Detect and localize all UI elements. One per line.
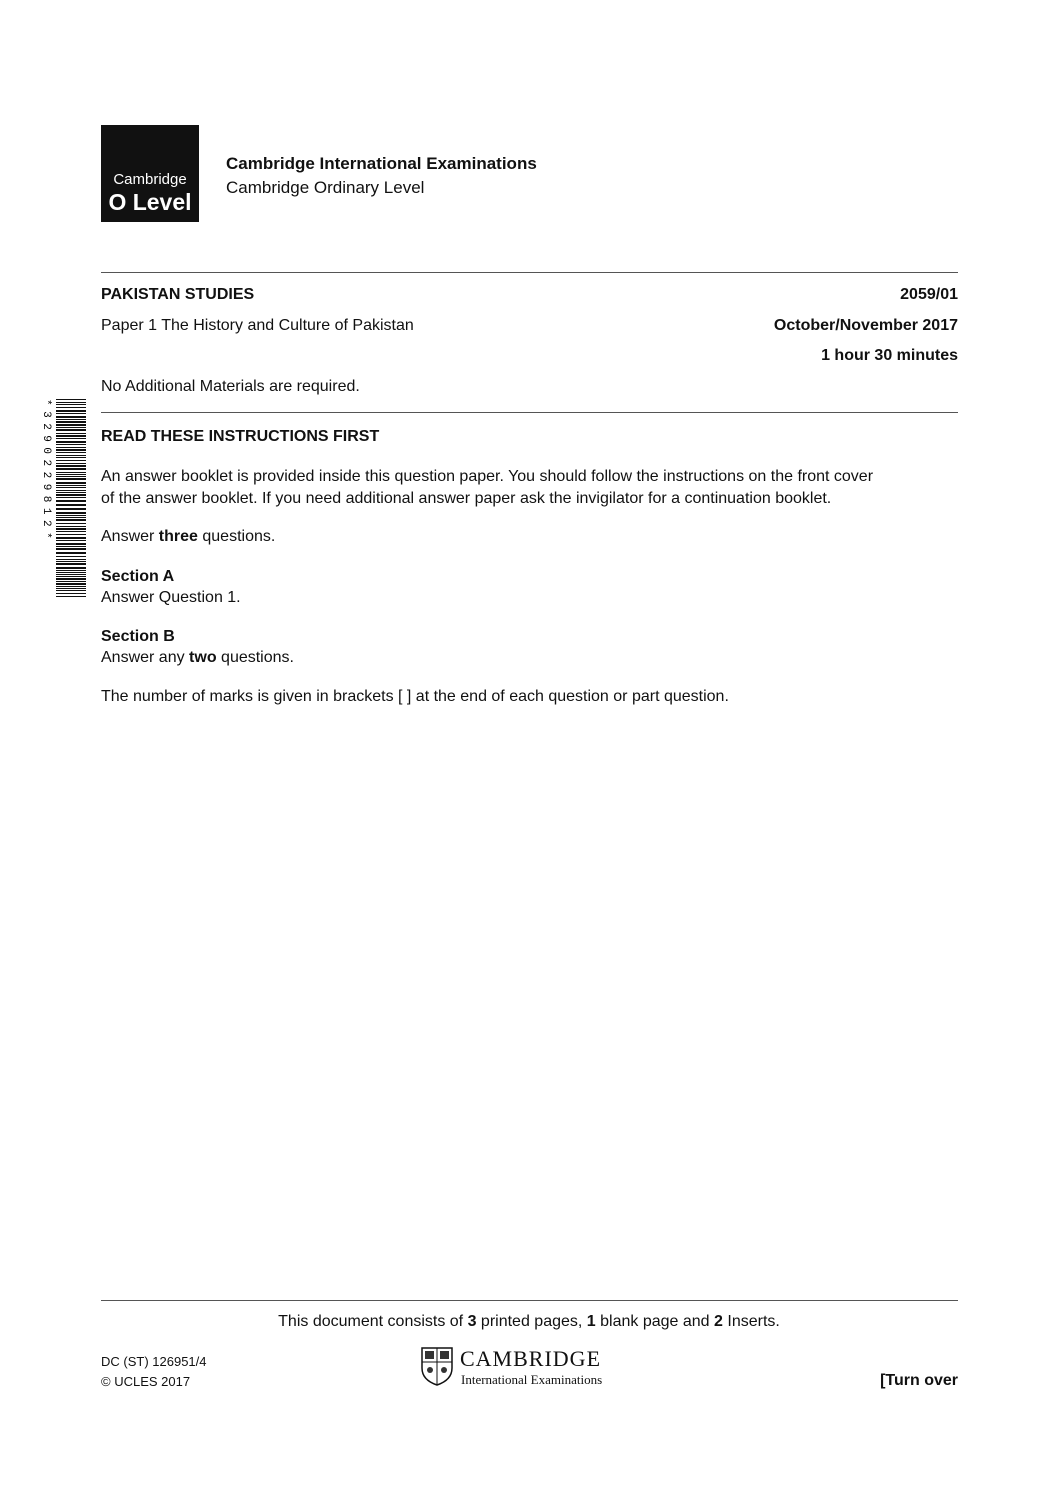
instructions-para1-line2: of the answer booklet. If you need additional answer paper ask the invigilator for a continuation booklet. [101,490,832,507]
barcode-bar [56,500,86,502]
barcode-bar [56,540,86,541]
barcode-bar [56,457,86,458]
barcode-bar [56,567,86,569]
barcode-bar [56,494,86,496]
cambridge-sub: International Examinations [461,1372,603,1387]
barcode-bar [56,487,86,488]
barcode-bar [56,528,86,530]
answer-pre: Answer [101,528,159,545]
barcode-bar [56,570,86,571]
barcode-bar [56,492,86,493]
barcode-bar [56,543,86,545]
divider-top [101,272,958,273]
barcode-bar [56,576,86,577]
paper-title: Paper 1 The History and Culture of Pakistan [101,317,414,334]
barcode-bar [56,444,86,445]
barcode-bar [56,474,86,475]
document-ref: DC (ST) 126951/4 [101,1354,207,1369]
barcode-bar [56,460,86,461]
answer-bold: three [158,528,198,545]
barcode-bar [56,433,86,434]
barcode-bar [56,427,86,428]
barcode-bar [56,537,86,539]
level-name: Cambridge Ordinary Level [226,178,425,197]
section-b-title: Section B [101,628,175,645]
barcode-bar [56,561,86,562]
exam-duration: 1 hour 30 minutes [821,347,958,364]
barcode-bar [56,413,86,414]
barcode [40,397,88,600]
materials-note: No Additional Materials are required. [101,378,360,395]
barcode-bar [56,559,86,560]
paper-code: 2059/01 [900,286,958,303]
instructions-heading: READ THESE INSTRUCTIONS FIRST [101,428,380,445]
section-b-bold: two [189,649,217,666]
consists-mid2: blank page and [595,1313,715,1330]
barcode-bar [56,424,86,426]
section-b-pre: Answer any [101,649,190,666]
barcode-bar [56,526,86,527]
marks-note: The number of marks is given in brackets [ ] at the end of each question or part question. [101,688,729,705]
barcode-bar [56,523,86,524]
barcode-bar [56,504,86,506]
barcode-bar [56,421,86,423]
barcode-bar [56,508,86,510]
barcode-bar [56,548,86,550]
barcode-bar [56,410,86,412]
barcode-bar [56,515,86,516]
barcode-bar [56,441,86,443]
barcode-bar [56,485,86,486]
subject-title: PAKISTAN STUDIES [101,286,255,303]
barcode-bar [56,563,86,565]
document-pages-note [0,1313,1058,1331]
section-b-text [101,647,961,669]
inserts-count: 2 [714,1313,723,1330]
barcode-bar [56,534,86,535]
pages-blank: 1 [586,1313,596,1330]
barcode-bar [56,476,86,477]
barcode-bar [56,552,86,554]
answer-post: questions. [197,528,276,545]
answer-count-line [101,526,961,548]
barcode-bar [56,586,86,587]
barcode-bar [56,452,86,453]
barcode-bar [56,581,86,582]
section-a-title: Section A [101,568,175,585]
pages-printed: 3 [467,1313,477,1330]
barcode-bar [56,438,86,439]
divider-middle [101,412,958,413]
cambridge-olevel-logo [101,125,199,222]
instructions-para1-line1: An answer booklet is provided inside this question paper. You should follow the instructions on the front cover [101,468,874,485]
barcode-bar [56,407,86,408]
barcode-bar [56,593,86,594]
org-name: Cambridge International Examinations [226,154,537,173]
barcode-bar [56,429,86,431]
barcode-bar [56,490,86,491]
barcode-bar [56,455,86,456]
cambridge-crest-icon [420,1346,454,1391]
barcode-bar [56,546,86,547]
barcode-bar [56,463,86,464]
barcode-bar [56,419,86,420]
barcode-bar [56,435,86,437]
barcode-bar [56,519,86,521]
barcode-bar [56,572,86,573]
barcode-text: *3290229812* [40,399,52,545]
barcode-bar [56,402,86,403]
barcode-bar [56,578,86,580]
barcode-bar [56,482,86,484]
consists-mid1: printed pages, [476,1313,587,1330]
barcode-bar [56,556,86,557]
barcode-bar [56,596,86,597]
barcode-bar [56,404,86,405]
logo-line2: O Level [108,189,192,215]
barcode-bar [56,517,86,518]
cambridge-wordmark: CAMBRIDGE [460,1346,602,1371]
consists-post: Inserts. [722,1313,780,1330]
exam-session: October/November 2017 [773,317,958,334]
section-a-text: Answer Question 1. [101,589,241,606]
barcode-bar [56,399,86,400]
consists-pre: This document consists of [278,1313,468,1330]
barcode-bar [56,472,86,473]
barcode-bar [56,512,86,514]
barcode-bar [56,588,86,589]
barcode-graphic [40,397,88,600]
barcode-bar [56,497,86,498]
barcode-bar [56,478,86,480]
barcode-bar [56,416,86,418]
barcode-bar [56,590,86,591]
barcode-bar [56,447,86,448]
section-b-post: questions. [216,649,294,666]
barcode-bar [56,449,86,451]
copyright: © UCLES 2017 [101,1374,191,1389]
barcode-bar [56,531,86,532]
barcode-bar [56,574,86,575]
barcode-bar [56,468,86,470]
logo-line1: Cambridge [113,171,187,188]
barcode-bar [56,583,86,585]
divider-footer [101,1300,958,1301]
barcode-bar [56,465,86,467]
turn-over: [Turn over [880,1372,958,1389]
